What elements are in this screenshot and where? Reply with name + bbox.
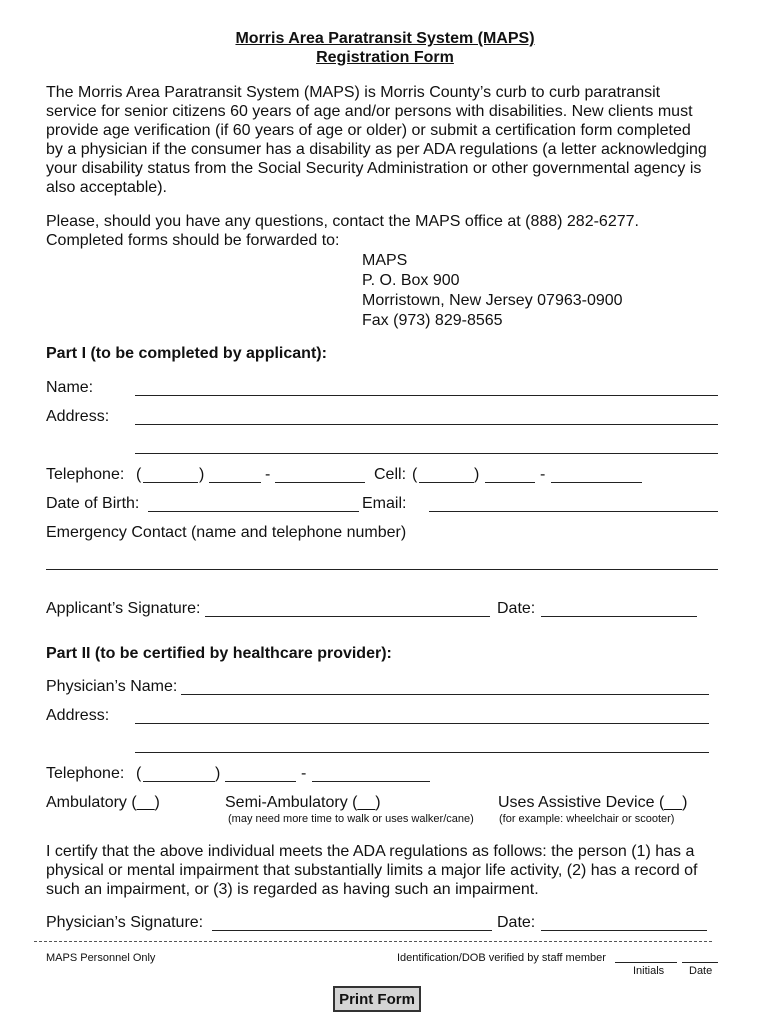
paren-close: ) — [474, 466, 480, 483]
semi-ambulatory-note: (may need more time to walk or uses walker/cane) — [228, 813, 474, 825]
staff-date-field[interactable] — [682, 962, 718, 963]
physician-address-field[interactable] — [135, 723, 709, 724]
intro-line: your disability status from the Social Security Administration or other governmental agency is — [46, 160, 702, 177]
paren-open: ( — [136, 765, 142, 782]
email-field[interactable] — [429, 511, 718, 512]
intro-line: also acceptable). — [46, 179, 167, 196]
paren-close: ) — [215, 765, 221, 782]
physician-address-field-line2[interactable] — [135, 752, 709, 753]
part2-heading: Part II (to be certified by healthcare provider): — [46, 645, 392, 662]
intro-line: provide age verification (if 60 years of age or older) or submit a certification form completed — [46, 122, 691, 139]
physician-date-label: Date: — [497, 914, 536, 931]
dash: - — [265, 466, 271, 483]
emergency-contact-field[interactable] — [46, 569, 718, 570]
personnel-only-label: MAPS Personnel Only — [46, 952, 156, 964]
address-field-line2[interactable] — [135, 453, 718, 454]
address-field[interactable] — [135, 424, 718, 425]
telephone-number-field[interactable] — [275, 482, 365, 483]
semi-ambulatory-option[interactable]: Semi-Ambulatory (__) — [225, 794, 381, 811]
intro-line: service for senior citizens 60 years of age and/or persons with disabilities. New clients must — [46, 103, 693, 120]
applicant-signature-field[interactable] — [205, 616, 490, 617]
dash: - — [540, 466, 546, 483]
mailing-address-line: P. O. Box 900 — [362, 272, 460, 289]
physician-area-code-field[interactable] — [143, 781, 215, 782]
address-label: Address: — [46, 408, 110, 425]
cell-area-code-field[interactable] — [419, 482, 474, 483]
ambulatory-option[interactable]: Ambulatory (__) — [46, 794, 160, 811]
emergency-contact-label: Emergency Contact (name and telephone number) — [46, 524, 407, 541]
assistive-device-option[interactable]: Uses Assistive Device (__) — [498, 794, 688, 811]
verified-by-label: Identification/DOB verified by staff member — [397, 952, 606, 964]
certification-line: I certify that the above individual meets the ADA regulations as follows: the person (1) has a — [46, 843, 695, 860]
initials-label: Initials — [633, 965, 665, 977]
contact-line: Please, should you have any questions, contact the MAPS office at (888) 282-6277. — [46, 213, 639, 230]
physician-number-field[interactable] — [312, 781, 430, 782]
contact-line: Completed forms should be forwarded to: — [46, 232, 340, 249]
applicant-signature-label: Applicant’s Signature: — [46, 600, 201, 617]
form-title: Morris Area Paratransit System (MAPS) — [235, 30, 535, 47]
telephone-area-code-field[interactable] — [143, 482, 198, 483]
dob-label: Date of Birth: — [46, 495, 140, 512]
certification-line: such an impairment, or (3) is regarded as having such an impairment. — [46, 881, 539, 898]
cut-line-divider — [34, 941, 712, 942]
assistive-device-note: (for example: wheelchair or scooter) — [499, 813, 675, 825]
physician-date-field[interactable] — [541, 930, 707, 931]
paren-open: ( — [136, 466, 142, 483]
email-label: Email: — [362, 495, 407, 512]
cell-prefix-field[interactable] — [485, 482, 535, 483]
fax-number: Fax (973) 829-8565 — [362, 312, 503, 329]
cell-number-field[interactable] — [551, 482, 642, 483]
certification-line: physical or mental impairment that substantially limits a major life activity, (2) has a record of — [46, 862, 698, 879]
cell-label: Cell: — [374, 466, 407, 483]
telephone-label: Telephone: — [46, 466, 125, 483]
dash: - — [301, 765, 307, 782]
intro-line: The Morris Area Paratransit System (MAPS) is Morris County’s curb to curb paratransit — [46, 84, 661, 101]
physician-address-label: Address: — [46, 707, 110, 724]
mailing-address-line: Morristown, New Jersey 07963-0900 — [362, 292, 623, 309]
telephone-prefix-field[interactable] — [209, 482, 261, 483]
part1-heading: Part I (to be completed by applicant): — [46, 345, 327, 362]
applicant-date-field[interactable] — [541, 616, 697, 617]
staff-initials-field[interactable] — [615, 962, 677, 963]
physician-telephone-label: Telephone: — [46, 765, 125, 782]
name-field[interactable] — [135, 395, 718, 396]
date-caption: Date — [689, 965, 713, 977]
physician-prefix-field[interactable] — [225, 781, 296, 782]
dob-field[interactable] — [148, 511, 359, 512]
paren-open: ( — [412, 466, 418, 483]
print-form-button[interactable]: Print Form — [333, 986, 421, 1012]
mailing-address-line: MAPS — [362, 252, 408, 269]
intro-line: by a physician if the consumer has a disability as per ADA regulations (a letter acknowledging — [46, 141, 707, 158]
form-subtitle: Registration Form — [316, 49, 454, 66]
applicant-date-label: Date: — [497, 600, 536, 617]
physician-name-field[interactable] — [181, 694, 709, 695]
paren-close: ) — [199, 466, 205, 483]
physician-signature-label: Physician’s Signature: — [46, 914, 204, 931]
physician-signature-field[interactable] — [212, 930, 492, 931]
physician-name-label: Physician’s Name: — [46, 678, 178, 695]
name-label: Name: — [46, 379, 94, 396]
